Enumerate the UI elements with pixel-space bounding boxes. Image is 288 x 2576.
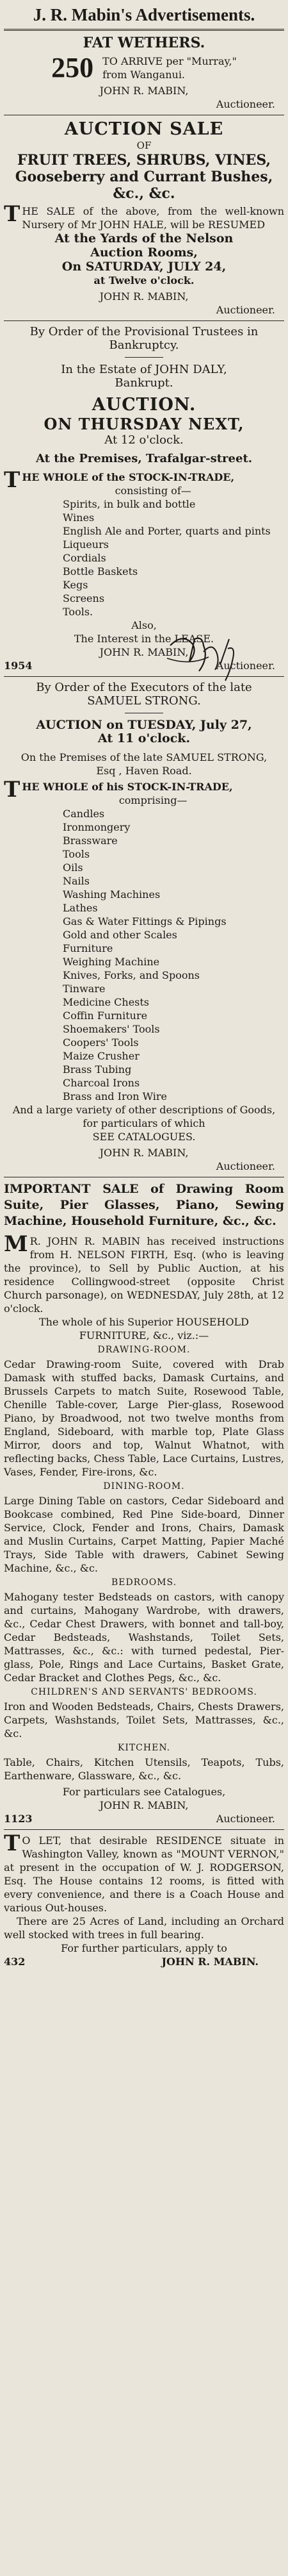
ad3-line2: Bankruptcy. <box>109 338 179 352</box>
ad6-apply: For further particulars, apply to <box>61 1942 227 1954</box>
ad2-auctioneer: JOHN R. MABIN, <box>99 290 189 303</box>
ad2-of: OF <box>136 140 152 151</box>
ad5-body: MR. JOHN R. MABIN has received instructions from H. NELSON FIRTH, Esq. (who is leaving the province), to Sell by Public Auction, at his residence Collingwood-street (opposite Christ Church parsonage), on WEDNESDAY, July 28th, at 12 o'clock. <box>4 1231 284 1315</box>
ad1-number: 250 <box>51 52 94 83</box>
ad5-section-text: Iron and Wooden Bedsteads, Chairs, Chests Drawers, Carpets, Washstands, Toilet Sets, Mattrasses, &c., &c. <box>4 1700 284 1740</box>
handwritten-signature <box>164 626 241 684</box>
ad2-at-yards: At the Yards of the Nelson <box>54 231 234 245</box>
list-item: Brassware <box>63 835 118 847</box>
ad6-land: There are 25 Acres of Land, including an Orchard well stocked with trees in full bearing. <box>4 1915 284 1941</box>
ad3-number: 1954 <box>4 660 33 672</box>
ad-strong-executors <box>4 681 284 1173</box>
list-item: Tools. <box>63 606 93 618</box>
ad4-see: SEE CATALOGUES. <box>92 1131 196 1143</box>
list-item: Wines <box>63 511 95 524</box>
ad3-intro1: THE WHOLE of the STOCK-IN-TRADE, <box>4 467 235 493</box>
list-item: English Ale and Porter, quarts and pints <box>63 525 271 537</box>
ad2-heading1: FRUIT TREES, SHRUBS, VINES, <box>17 152 271 169</box>
ad5-role: Auctioneer. <box>216 1813 275 1825</box>
divider <box>125 357 163 358</box>
list-item: Weighing Machine <box>63 956 160 968</box>
ad3-lease: The Interest in the LEASE. <box>74 633 214 645</box>
ad3-premises: At the Premises, Trafalgar-street. <box>35 452 253 465</box>
ad4-line2: SAMUEL STRONG. <box>87 694 201 708</box>
page <box>4 0 284 1968</box>
list-item: Tools <box>63 848 90 860</box>
list-item: Washing Machines <box>63 888 161 901</box>
ad1-role: Auctioneer. <box>216 98 275 110</box>
ad5-catalogues: For particulars see Catalogues, <box>62 1786 226 1798</box>
ad4-time: At 11 o'clock. <box>97 731 191 745</box>
ad5-whole: The whole of his Superior HOUSEHOLD FURNITURE, &c., viz.:— <box>38 1316 250 1342</box>
list-item: Lathes <box>63 902 98 914</box>
ad5-number: 1123 <box>4 1813 33 1825</box>
ad5-section-text: Large Dining Table on castors, Cedar Sideboard and Bookcase combined, Red Pine Side-board, Dinner Service, Clock, Fender and Irons, Chairs, Damask and Muslin Curtains, Carpet Matting, Papier Maché Trays, Side Table with drawers, Cabinet Sewing Machine, &c., &c. <box>4 1495 284 1574</box>
list-item: Bottle Baskets <box>63 565 138 578</box>
ad4-auctioneer: JOHN R. MABIN, <box>99 1147 189 1159</box>
list-item: Knives, Forks, and Spoons <box>63 969 200 981</box>
list-item: Spirits, in bulk and bottle <box>63 498 196 510</box>
ad3-auction: AUCTION. <box>92 395 196 415</box>
ad-daly-bankruptcy <box>4 325 284 672</box>
ad4-premises1: On the Premises of the late SAMUEL STRONG, <box>20 751 268 763</box>
ad5-section-title: DRAWING-ROOM. <box>97 1345 191 1355</box>
ad4-variety: And a large variety of other descriptions of Goods, for particulars of which <box>12 1104 276 1129</box>
list-item: Ironmongery <box>63 821 131 833</box>
ad2-heading3: &c., &c. <box>113 185 175 202</box>
ad3-line1: By Order of the Provisional Trustees in <box>29 325 259 338</box>
list-item: Gold and other Scales <box>63 929 177 941</box>
rule <box>4 676 284 677</box>
ad4-auction: AUCTION on TUESDAY, July 27, <box>36 718 252 732</box>
list-item: Kegs <box>63 579 88 591</box>
ad-household-furniture <box>4 1181 284 1825</box>
rule <box>4 1829 284 1830</box>
ad1-auctioneer: JOHN R. MABIN, <box>99 85 189 97</box>
ad5-section-text: Cedar Drawing-room Suite, covered with Drab Damask with stuffed backs, Damask Curtains, and Brussels Carpets to match Suite, Rosewood Table, Chenille Table-cover, Large Pier-glass, Rosewood Piano, by Broadwood, not two twelve months from England, Sideboard, with marble top, Plate Glass Mirror, doors and top, Walnut Whatnot, with reflecting backs, Chess Table, Lace Curtains, Lustres, Vases, Fender, Fire-irons, &c. <box>4 1358 284 1478</box>
ad5-heading: IMPORTANT SALE of Drawing Room Suite, Pier Glasses, Piano, Sewing Machine, Household Furniture, &c., &c. <box>4 1182 284 1228</box>
list-item: Screens <box>63 592 105 604</box>
ad3-also: Also, <box>131 619 157 631</box>
ad2-time: at Twelve o'clock. <box>93 274 195 287</box>
ad5-section-title: BEDROOMS. <box>111 1577 177 1588</box>
list-item: Tinware <box>63 983 106 995</box>
list-item: Liqueurs <box>63 538 109 551</box>
ad4-premises2: Esq , Haven Road. <box>96 765 192 777</box>
list-item: Brass and Iron Wire <box>63 1090 168 1102</box>
ad6-auctioneer: JOHN R. MABIN. <box>161 1956 259 1968</box>
ad1-line2: from Wanganui. <box>102 68 186 81</box>
ad2-date: On SATURDAY, JULY 24, <box>61 260 227 274</box>
ad5-auctioneer: JOHN R. MABIN, <box>99 1799 189 1811</box>
ad6-number: 432 <box>4 1956 26 1968</box>
ad1-arrival <box>4 51 284 84</box>
ad3-footer <box>4 659 284 672</box>
ad5-section-title: KITCHEN. <box>117 1743 171 1753</box>
ad-fat-wethers <box>4 35 284 111</box>
ad-to-let <box>4 1831 284 1968</box>
ad4-intro1: THE WHOLE of his STOCK-IN-TRADE, <box>4 777 233 802</box>
list-item: Medicine Chests <box>63 996 150 1008</box>
ad3-bankrupt: Bankrupt. <box>115 376 173 390</box>
ad3-time: At 12 o'clock. <box>104 433 184 447</box>
ad2-body: THE SALE of the above, from the well-known Nursery of Mr JOHN HALE, will be RESUMED <box>4 201 284 231</box>
list-item: Shoemakers' Tools <box>63 1023 160 1035</box>
ad1-line1: TO ARRIVE per "Murray," <box>102 54 237 67</box>
list-item: Charcoal Irons <box>63 1077 140 1089</box>
ad6-footer <box>4 1955 284 1968</box>
page-header: J. R. Mabin's Advertisements. <box>33 5 255 24</box>
ad2-heading2: Gooseberry and Currant Bushes, <box>15 169 273 185</box>
ad3-date: ON THURSDAY NEXT, <box>44 415 244 433</box>
list-item: Gas & Water Fittings & Pipings <box>63 915 227 927</box>
ad3-intro2: consisting of— <box>115 485 191 497</box>
list-item: Candles <box>63 808 105 820</box>
header-rule <box>4 29 284 31</box>
ad2-rooms: Auction Rooms, <box>90 245 198 260</box>
ad6-body: TO LET, that desirable RESIDENCE situate in Washington Valley, known as "MOUNT VERNON," at present in the occupation of W. J. RODGERSON, Esq. The House contains 12 rooms, is fitted with every convenience, and there is a Coach House and various Out-houses. <box>4 1831 284 1914</box>
ad3-auctioneer: JOHN R. MABIN, <box>99 646 189 658</box>
ad4-item-list <box>4 807 284 1103</box>
list-item: Maize Crusher <box>63 1050 140 1062</box>
list-item: Brass Tubing <box>63 1063 132 1076</box>
ad5-section-text: Mahogany tester Bedsteads on castors, with canopy and curtains, Mahogany Wardrobe, with drawers, &c., Cedar Chest Drawers, with bonnet and tall-boy, Cedar Bedsteads, Washstands, Toilet Sets, Mattrasses, &c., &c.: with turned pedestal, Pier-glass, Pole, Rings and Lace Curtains, Basket Grate, Cedar Bracket and Clothes Pegs, &c., &c. <box>4 1591 284 1684</box>
list-item: Nails <box>63 875 90 887</box>
list-item: Oils <box>63 861 83 874</box>
ad3-estate: In the Estate of JOHN DALY, <box>61 363 227 376</box>
ad3-item-list <box>4 497 284 619</box>
ad1-title: FAT WETHERS. <box>83 35 205 51</box>
list-item: Coffin Furniture <box>63 1010 148 1022</box>
ad5-section-title: DINING-ROOM. <box>103 1481 185 1492</box>
list-item: Furniture <box>63 942 113 954</box>
list-item: Cordials <box>63 552 106 564</box>
ad1-arrival-text <box>102 54 237 81</box>
ad5-footer <box>4 1812 284 1825</box>
ad-fruit-trees <box>4 119 284 317</box>
ad2-role: Auctioneer. <box>216 304 275 316</box>
rule <box>4 320 284 321</box>
ad5-section-text: Table, Chairs, Kitchen Utensils, Teapots, Tubs, Earthenware, Glassware, &c., &c. <box>4 1756 284 1782</box>
ad5-section-title: CHILDREN'S AND SERVANTS' BEDROOMS. <box>31 1687 257 1697</box>
ad4-role: Auctioneer. <box>216 1160 275 1172</box>
ad4-line1: By Order of the Executors of the late <box>36 681 252 694</box>
list-item: Coopers' Tools <box>63 1036 139 1049</box>
ad3-role: Auctioneer. <box>216 660 275 672</box>
ad4-intro2: comprising— <box>118 794 188 806</box>
ad2-title: AUCTION SALE <box>64 119 224 139</box>
